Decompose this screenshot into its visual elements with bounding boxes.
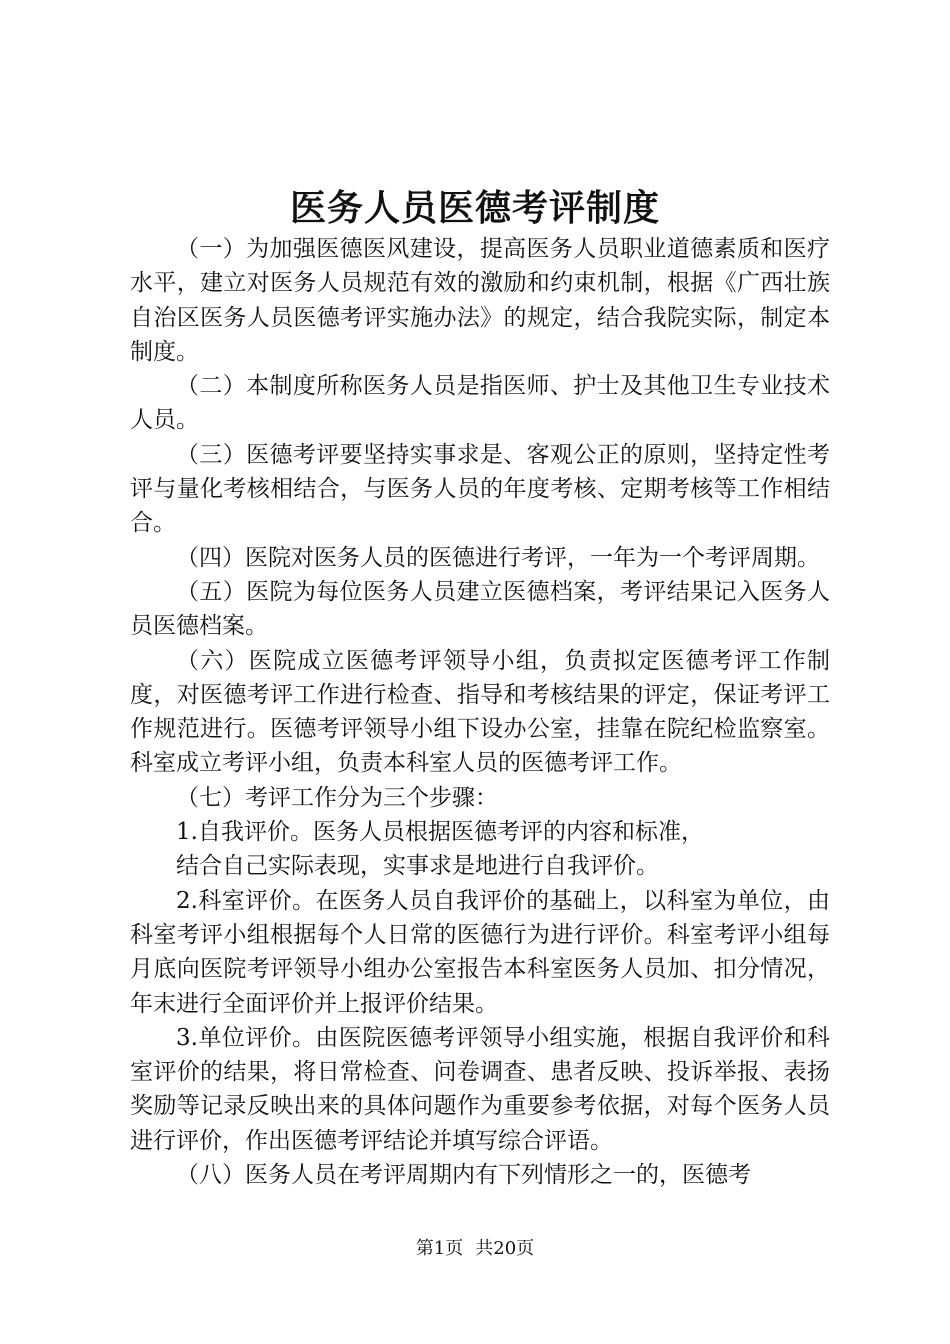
document-title: 医务人员医德考评制度 (289, 187, 660, 229)
paragraph-9: 结合自己实际表现，实事求是地进行自我评价。 (176, 853, 659, 880)
paragraph-4: （四）医院对医务人员的医德进行考评，一年为一个考评周期。 (176, 544, 820, 571)
paragraph-10: 2.科室评价。在医务人员自我评价的基础上，以科室为单位，由科室考评小组根据每个人日常的医德行为进行评价。科室考评小组每月底向医院考评领导小组办公室报告本科室医务人员加、扣分情况，年末进行全面评价并上报评价结果。 (130, 887, 830, 1017)
page-footer (0, 1237, 950, 1261)
page-number: 第1页 (415, 1238, 464, 1259)
paragraph-11: 3.单位评价。由医院医德考评领导小组实施，根据自我评价和科室评价的结果，将日常检查、问卷调查、患者反映、投诉举报、表扬奖励等记录反映出来的具体问题作为重要参考依据，对每个医务人员进行评价，作出医德考评结论并填写综合评语。 (130, 1024, 830, 1154)
paragraph-5: （五）医院为每位医务人员建立医德档案，考评结果记入医务人员医德档案。 (130, 578, 830, 640)
document-body (130, 232, 830, 1192)
paragraph-12: （八）医务人员在考评周期内有下列情形之一的，医德考 (176, 1162, 751, 1189)
paragraph-6: （六）医院成立医德考评领导小组，负责拟定医德考评工作制度，对医德考评工作进行检查、指导和考核结果的评定，保证考评工作规范进行。医德考评领导小组下设办公室，挂靠在院纪检监察室。科室成立考评小组，负责本科室人员的医德考评工作。 (130, 647, 830, 777)
paragraph-8: 1.自我评价。医务人员根据医德考评的内容和标准， (176, 819, 704, 846)
page-total: 共20页 (475, 1238, 535, 1259)
paragraph-1: （一）为加强医德医风建设，提高医务人员职业道德素质和医疗水平，建立对医务人员规范有效的激励和约束机制，根据《广西壮族自治区医务人员医德考评实施办法》的规定，结合我院实际，制定本制度。 (130, 236, 830, 365)
paragraph-7: （七）考评工作分为三个步骤： (176, 784, 498, 811)
paragraph-2: （二）本制度所称医务人员是指医师、护士及其他卫生专业技术人员。 (130, 373, 830, 434)
paragraph-3: （三）医德考评要坚持实事求是、客观公正的原则，坚持定性考评与量化考核相结合，与医务人员的年度考核、定期考核等工作相结合。 (130, 441, 830, 537)
